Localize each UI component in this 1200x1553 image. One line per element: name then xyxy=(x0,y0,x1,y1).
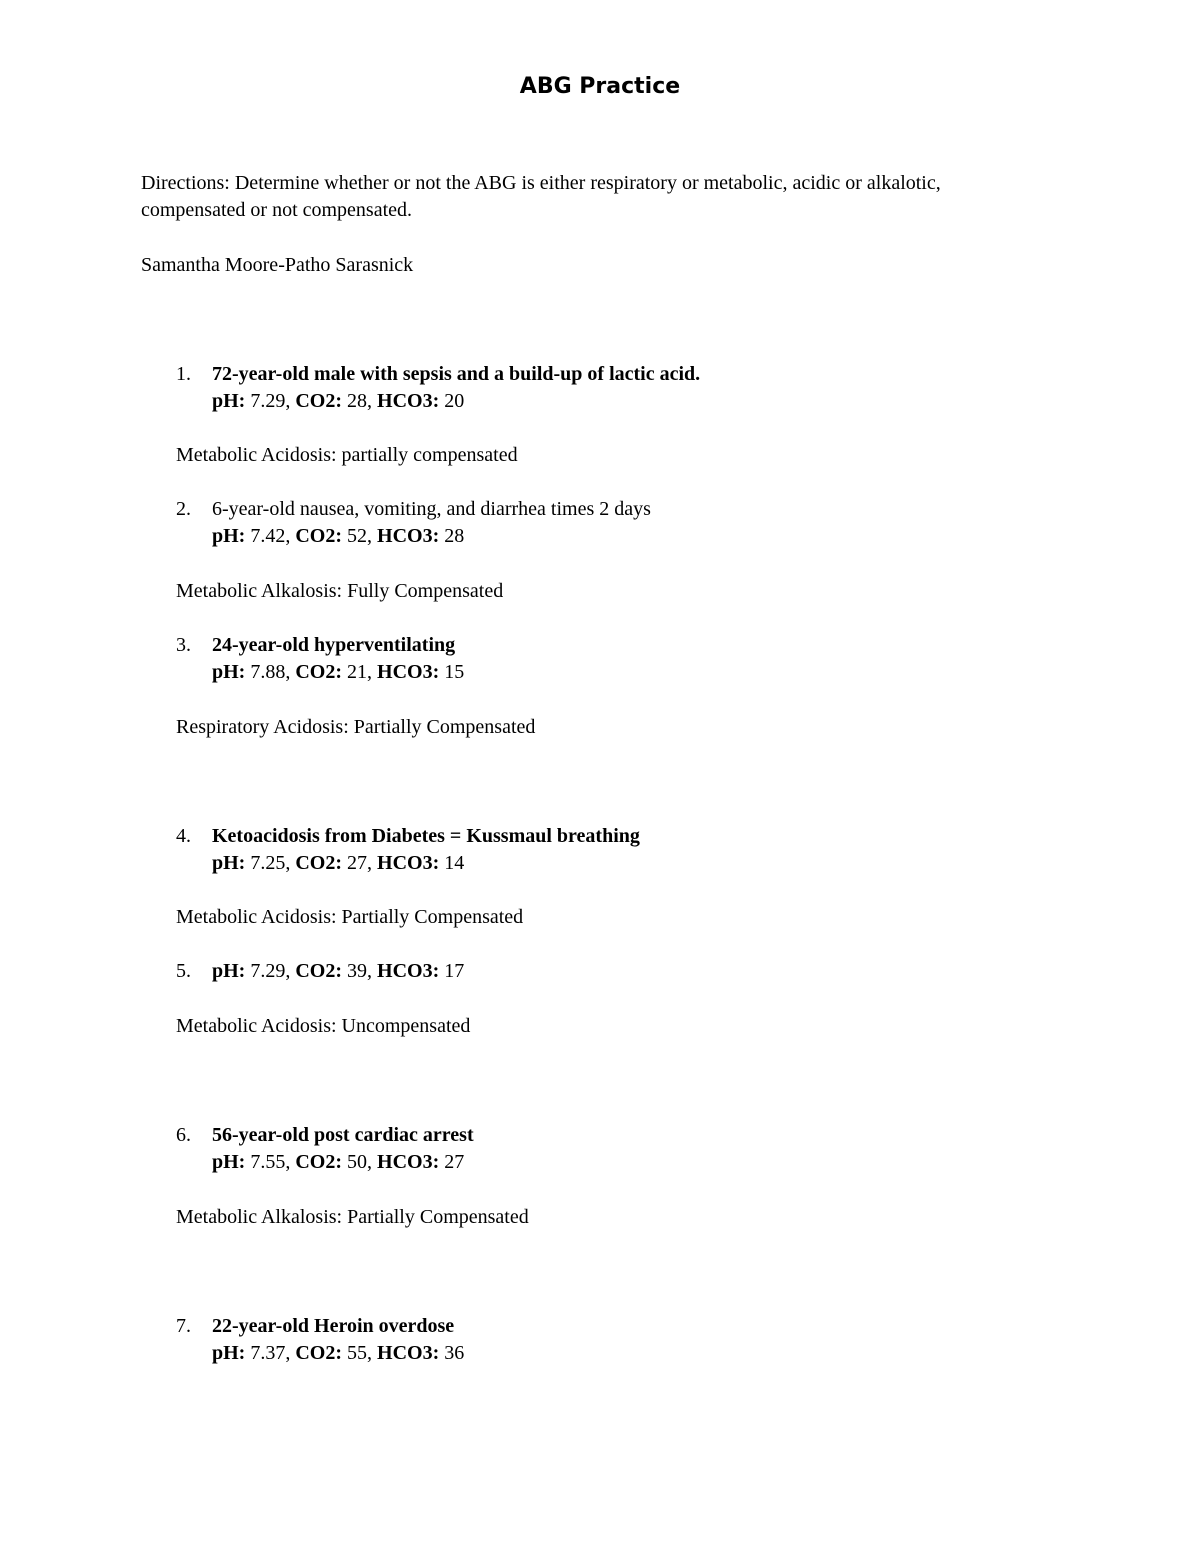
question-1 xyxy=(176,361,1076,415)
question-description: Ketoacidosis from Diabetes = Kussmaul breathing xyxy=(212,825,640,847)
hco3-label: HCO3: xyxy=(377,1342,440,1364)
hco3-label: HCO3: xyxy=(377,525,440,547)
question-number: 4. xyxy=(176,825,191,847)
ph-value: 7.88, xyxy=(245,661,296,683)
abg-values xyxy=(176,388,1076,415)
co2-label: CO2: xyxy=(295,1342,343,1364)
ph-label: pH: xyxy=(212,852,246,874)
question-number: 2. xyxy=(176,498,191,520)
co2-value: 21, xyxy=(342,661,378,683)
abg-values xyxy=(176,523,1076,550)
hco3-value: 20 xyxy=(439,390,465,412)
author-name: Samantha Moore-Patho Sarasnick xyxy=(141,254,414,276)
co2-value: 50, xyxy=(342,1151,378,1173)
co2-label: CO2: xyxy=(295,525,343,547)
co2-value: 28, xyxy=(342,390,378,412)
co2-label: CO2: xyxy=(295,960,343,982)
ph-value: 7.37, xyxy=(245,1342,296,1364)
abg-values xyxy=(176,850,1076,877)
ph-value: 7.29, xyxy=(245,960,296,982)
answer-4: Metabolic Acidosis: Partially Compensated xyxy=(176,906,524,928)
co2-label: CO2: xyxy=(295,661,343,683)
question-2 xyxy=(176,496,1076,550)
hco3-value: 28 xyxy=(439,525,465,547)
question-description: 6-year-old nausea, vomiting, and diarrhea times 2 days xyxy=(212,498,651,520)
question-description: 22-year-old Heroin overdose xyxy=(212,1315,455,1337)
answer-3: Respiratory Acidosis: Partially Compensated xyxy=(176,716,536,738)
question-6 xyxy=(176,1122,1076,1176)
question-description: 72-year-old male with sepsis and a build-up of lactic acid. xyxy=(212,363,701,385)
ph-value: 7.42, xyxy=(245,525,296,547)
question-number: 7. xyxy=(176,1315,191,1337)
hco3-value: 27 xyxy=(439,1151,465,1173)
ph-label: pH: xyxy=(212,525,246,547)
co2-label: CO2: xyxy=(295,852,343,874)
co2-value: 27, xyxy=(342,852,378,874)
directions-text: Directions: Determine whether or not the ABG is either respiratory or metabolic, acidic or alkalotic, compensated or not compensated. xyxy=(141,172,941,221)
co2-value: 55, xyxy=(342,1342,378,1364)
hco3-value: 17 xyxy=(439,960,465,982)
ph-value: 7.29, xyxy=(245,390,296,412)
question-number: 6. xyxy=(176,1124,191,1146)
question-3 xyxy=(176,632,1076,686)
hco3-label: HCO3: xyxy=(377,390,440,412)
question-number: 3. xyxy=(176,634,191,656)
ph-label: pH: xyxy=(212,1342,246,1364)
ph-label: pH: xyxy=(212,661,246,683)
abg-values xyxy=(176,1340,1076,1367)
question-number: 5. xyxy=(176,960,191,982)
co2-label: CO2: xyxy=(295,1151,343,1173)
hco3-label: HCO3: xyxy=(377,661,440,683)
page-title: ABG Practice xyxy=(519,74,681,99)
hco3-label: HCO3: xyxy=(377,960,440,982)
co2-value: 39, xyxy=(342,960,378,982)
ph-label: pH: xyxy=(212,390,246,412)
hco3-label: HCO3: xyxy=(377,852,440,874)
answer-2: Metabolic Alkalosis: Fully Compensated xyxy=(176,580,504,602)
co2-label: CO2: xyxy=(295,390,343,412)
hco3-value: 14 xyxy=(439,852,465,874)
question-7 xyxy=(176,1313,1076,1367)
question-4 xyxy=(176,823,1076,877)
ph-label: pH: xyxy=(212,1151,246,1173)
abg-values xyxy=(176,1149,1076,1176)
ph-label: pH: xyxy=(212,960,246,982)
question-description: 24-year-old hyperventilating xyxy=(212,634,456,656)
co2-value: 52, xyxy=(342,525,378,547)
answer-6: Metabolic Alkalosis: Partially Compensated xyxy=(176,1206,529,1228)
answer-5: Metabolic Acidosis: Uncompensated xyxy=(176,1015,471,1037)
ph-value: 7.25, xyxy=(245,852,296,874)
abg-values xyxy=(176,958,1076,985)
ph-value: 7.55, xyxy=(245,1151,296,1173)
abg-values xyxy=(176,659,1076,686)
hco3-value: 36 xyxy=(439,1342,465,1364)
hco3-label: HCO3: xyxy=(377,1151,440,1173)
answer-1: Metabolic Acidosis: partially compensated xyxy=(176,444,518,466)
question-number: 1. xyxy=(176,363,191,385)
question-5 xyxy=(176,958,1076,985)
hco3-value: 15 xyxy=(439,661,465,683)
question-description: 56-year-old post cardiac arrest xyxy=(212,1124,474,1146)
